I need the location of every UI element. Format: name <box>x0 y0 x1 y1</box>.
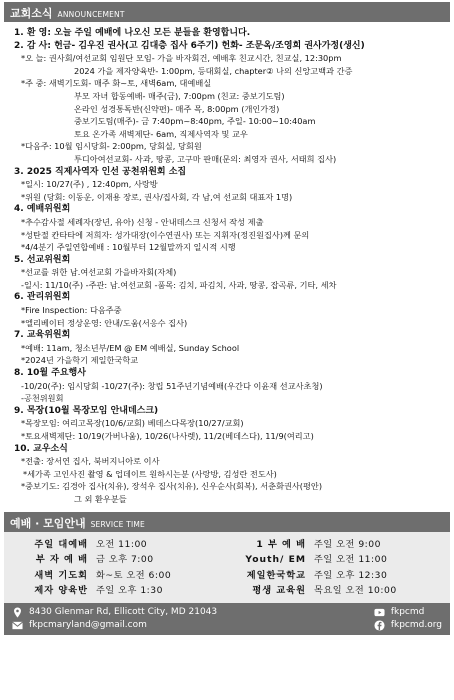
service-name: 부 자 예 배 <box>35 554 88 566</box>
announcement-heading: 10. 교우소식 <box>14 443 68 454</box>
announcement-line: *중보기도: 김경아 집사(치유), 장석우 집사(치유), 신우순사(회복), 서춘화권사(평안) <box>21 481 323 492</box>
service-time: 주일 오후 12:30 <box>314 569 388 581</box>
service-time: 주일 오후 1:30 <box>96 585 163 597</box>
announcement-line: 중보기도팀(매주)- 금 7:40pm~8:40pm, 주일- 10:00~10:40am <box>74 116 316 127</box>
service-time: 오전 11:00 <box>96 538 148 550</box>
announcement-line: *다음주: 10월 임시당회- 2:00pm, 당회실, 당회원 <box>21 141 202 152</box>
service-row <box>16 583 224 599</box>
announcement-line: *위원 (당회: 이동운, 이재용 장로, 권사/집사회, 각 남,여 선교회 대표자 1명) <box>21 191 293 202</box>
service-row <box>16 568 224 584</box>
announcement-list <box>4 22 450 506</box>
service-time: 주일 오전 11:00 <box>314 554 388 566</box>
service-name: 1 부 예 배 <box>256 538 306 550</box>
announcement-header <box>4 2 450 22</box>
web-item[interactable] <box>374 620 442 631</box>
announcement-heading: 2. 감 사: 헌금- 김우진 권사(고 김대층 집사 6주기) 헌화- 조문옥/조영희 권사가정(생신) <box>14 40 365 51</box>
service-row <box>16 537 224 553</box>
service-title-en: SERVICE TIME <box>90 519 145 529</box>
service-time: 금 오후 7:00 <box>96 554 154 566</box>
service-row <box>234 552 442 568</box>
announcement-line: 투디아여선교회- 사과, 땅콩, 고구마 판매(문의: 최영자 권사, 서태희 집사) <box>74 153 337 164</box>
service-row <box>234 537 442 553</box>
announcement-line: *전출: 장서연 집사, 북버지니아로 이사 <box>21 456 160 467</box>
announcement-line: *일시: 10/27(주) , 12:40pm, 사랑방 <box>21 179 158 190</box>
announcement-line: 부모 자녀 합동예배- 매주(금), 7:00pm (친교: 중보기도팀) <box>74 90 285 101</box>
service-time: 주일 오전 9:00 <box>314 538 381 550</box>
announcement-line: *선교를 위한 남.여선교회 가을바자회(자체) <box>21 267 177 278</box>
service-title-ko: 예배 · 모임안내 <box>10 516 86 530</box>
service-time: 화~토 오전 6:00 <box>96 569 172 581</box>
announcement-line: *엘리베이터 정상운영: 안내/도움(서응수 집사) <box>21 317 188 328</box>
address-item <box>12 607 374 618</box>
announcement-line: *2024년 가을학기 제일한국학교 <box>21 355 139 366</box>
announcement-title-en: ANNOUNCEMENT <box>57 10 125 19</box>
announcement-line: -공천위원회 <box>21 393 64 404</box>
announcement-line: *오 늘: 권사회/여선교회 임원단 모임- 가을 바자회건, 예배후 친교시간, 친교실, 12:30pm <box>21 53 342 64</box>
announcement-heading: 3. 2025 직제사역자 인선 공천위원회 소집 <box>14 166 187 177</box>
email-item[interactable] <box>12 620 374 631</box>
announcement-heading: 9. 목장(10월 목장모임 안내데스크) <box>14 405 159 416</box>
web-text[interactable]: fkpcmd.org <box>390 620 442 631</box>
service-header <box>4 512 450 532</box>
announcement-heading: 8. 10월 주요행사 <box>14 368 86 379</box>
announcement-line: *성탄절 칸타타에 저희자: 성가대장(이수연권사) 또는 지휘자(정진원집사)께 문의 <box>21 229 310 240</box>
service-row <box>234 583 442 599</box>
announcement-heading: 5. 선교위원회 <box>14 254 71 265</box>
service-column-right <box>234 537 442 599</box>
announcement-heading: 1. 환 영: 오늘 주일 예배에 나오신 모든 분들을 환영합니다. <box>14 28 251 38</box>
location-pin-icon <box>12 607 23 618</box>
announcement-line: 2024 가을 제자양육반- 1:00pm, 등대회실, chapter② 나의 신앙고백과 간증 <box>74 65 353 76</box>
announcement-line: *토요새벽제단: 10/19(가버나움), 10/26(나사렛), 11/2(베데스다), 11/9(여리고) <box>21 431 314 441</box>
announcement-line: 그 외 환우분들 <box>74 493 127 504</box>
service-name: Youth/ EM <box>245 554 306 566</box>
service-row <box>16 552 224 568</box>
email-text[interactable]: fkpcmaryland@gmail.com <box>29 620 147 631</box>
address-text: 8430 Glenmar Rd, Ellicott City, MD 21043 <box>29 607 218 618</box>
announcement-line: *주 중: 새벽기도회- 매주 화~토, 새벽6am, 대예배실 <box>21 78 212 89</box>
announcement-heading: 4. 예배위원회 <box>14 204 71 215</box>
email-icon[interactable] <box>12 620 23 631</box>
announcement-line: *4/4분기 주일연합예배 : 10월부터 12월말까지 일시적 시행 <box>21 242 236 253</box>
service-name: 새벽 기도회 <box>34 569 88 581</box>
announcement-line: 토요 온가족 새벽제단- 6am, 직제사역자 및 교우 <box>74 128 248 139</box>
announcement-line: *예배: 11am, 청소년부/EM @ EM 예배실, Sunday School <box>21 342 240 353</box>
service-column-left <box>16 537 224 599</box>
facebook-icon[interactable] <box>374 620 385 631</box>
service-name: 주일 대예배 <box>34 538 88 550</box>
announcement-line: -10/20(주): 임시당회 -10/27(주): 창립 51주년기념예배(우간다 이윤재 선교사초청) <box>21 380 323 391</box>
contact-footer <box>4 603 450 635</box>
service-name: 제일한국학교 <box>246 569 306 581</box>
youtube-icon[interactable] <box>374 607 385 618</box>
announcement-heading: 6. 관리위원회 <box>14 292 71 303</box>
announcement-line: -일시: 11/10(주) -주관: 남.여선교회 -품목: 김치, 파김치, 사과, 땅콩, 잡곡류, 기타, 세차 <box>21 279 337 290</box>
youtube-text[interactable]: fkpcmd <box>390 607 425 618</box>
announcement-line: *세가족 고인사진 촬영 & 업데이트 원하시는분 (사랑방, 김성란 전도사) <box>23 468 277 479</box>
service-name: 평생 교육원 <box>252 585 306 597</box>
announcement-line: 온라인 성경통독반(신약편)- 매주 목, 8:00pm (개인가정) <box>74 103 280 114</box>
service-time-table <box>4 532 450 603</box>
youtube-item[interactable] <box>374 607 442 618</box>
announcement-title-ko: 교회소식 <box>10 7 53 20</box>
announcement-heading: 7. 교육위원회 <box>14 330 71 341</box>
service-time: 목요일 오전 10:00 <box>314 585 397 597</box>
service-name: 제자 양육반 <box>34 585 88 597</box>
service-row <box>234 568 442 584</box>
announcement-line: *추수감사절 세례자(장년, 유아) 신청 - 안내데스크 신청서 작성 제출 <box>21 216 264 227</box>
announcement-line: *Fire Inspection: 다음주중 <box>21 305 122 316</box>
announcement-line: *목장모임: 여리고목장(10/6/교회) 베데스다목장(10/27/교회) <box>21 418 244 429</box>
